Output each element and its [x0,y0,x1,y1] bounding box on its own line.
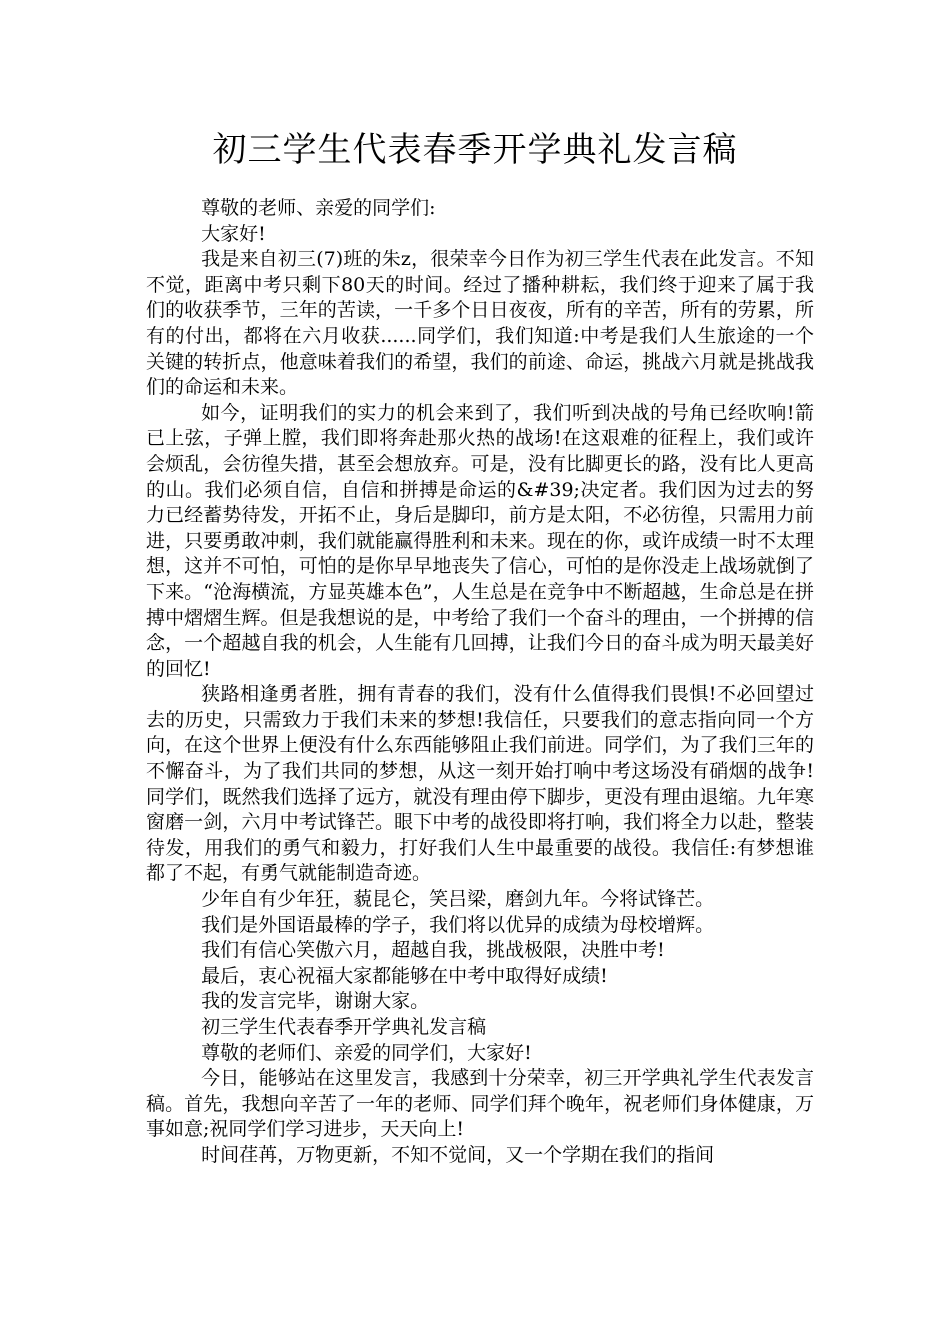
paragraph: 尊敬的老师、亲爱的同学们: [201,197,436,219]
paragraph: 最后，衷心祝福大家都能够在中考中取得好成绩! [201,964,608,987]
paragraph: 我是来自初三(7)班的朱z，很荣幸今日作为初三学生代表在此发言。不知不觉，距离中考只剩下80天的时间。经过了播种耕耘，我们终于迎来了属于我们的收获季节，三年的苦读，一千多个日日夜夜，所有的辛苦，所有的劳累，所有的付出，都将在六月收获......同学们，我们知道:中考是我们人生旅途的一个关键的转折点，他意味着我们的希望，我们的前途、命运，挑战六月就是挑战我们的命运和未来。 [146,248,814,399]
paragraph: 如今，证明我们的实力的机会来到了，我们听到决战的号角已经吹响!箭已上弦，子弹上膛，我们即将奔赴那火热的战场!在这艰难的征程上，我们或许会烦乱，会彷徨失措，甚至会想放弃。可是，没有比脚更长的路，没有比人更高的山。我们必须自信，自信和拼搏是命运的&#39;决定者。我们因为过去的努力已经蓄势待发，开拓不止，身后是脚印，前方是太阳，不必彷徨，只需用力前进，只要勇敢冲刺，我们就能赢得胜利和未来。现在的你，或许成绩一时不太理想，这并不可怕，可怕的是你早早地丧失了信心，可怕的是你没走上战场就倒了下来。“沧海横流，方显英雄本色”，人生总是在竞争中不断超越，生命总是在拼搏中熠熠生辉。但是我想说的是，中考给了我们一个奋斗的理由，一个拼搏的信念，一个超越自我的机会，人生能有几回搏，让我们今日的奋斗成为明天最美好的回忆! [146,401,814,680]
paragraph: 我们有信心笑傲六月，超越自我，挑战极限，决胜中考! [201,939,665,962]
document-body [146,196,814,1169]
paragraph: 大家好! [201,222,266,245]
paragraph: 我的发言完毕，谢谢大家。 [201,990,430,1013]
paragraph: 初三学生代表春季开学典礼发言稿 [201,1016,487,1038]
paragraph: 今日，能够站在这里发言，我感到十分荣幸，初三开学典礼学生代表发言稿。首先，我想向辛苦了一年的老师、同学们拜个晚年，祝老师们身体健康，万事如意;祝同学们学习进步，天天向上! [146,1067,814,1141]
document-title: 初三学生代表春季开学典礼发言稿 [212,130,738,170]
paragraph: 时间荏苒，万物更新，不知不觉间，又一个学期在我们的指间 [201,1143,715,1166]
paragraph: 尊敬的老师们、亲爱的同学们，大家好! [201,1041,532,1064]
paragraph: 狭路相逢勇者胜，拥有青春的我们，没有什么值得我们畏惧!不必回望过去的历史，只需致力于我们未来的梦想!我信任，只要我们的意志指向同一个方向，在这个世界上便没有什么东西能够阻止我们前进。同学们，为了我们三年的不懈奋斗，为了我们共同的梦想，从这一刻开始打响中考这场没有硝烟的战争!同学们，既然我们选择了远方，就没有理由停下脚步，更没有理由退缩。九年寒窗磨一剑，六月中考试锋芒。眼下中考的战役即将打响，我们将全力以赴，整装待发，用我们的勇气和毅力，打好我们人生中最重要的战役。我信任:有梦想谁都了不起，有勇气就能制造奇迹。 [146,683,814,885]
paragraph: 我们是外国语最棒的学子，我们将以优异的成绩为母校增辉。 [201,913,715,936]
paragraph: 少年自有少年狂，藐昆仑，笑吕梁，磨剑九年。今将试锋芒。 [201,888,715,911]
